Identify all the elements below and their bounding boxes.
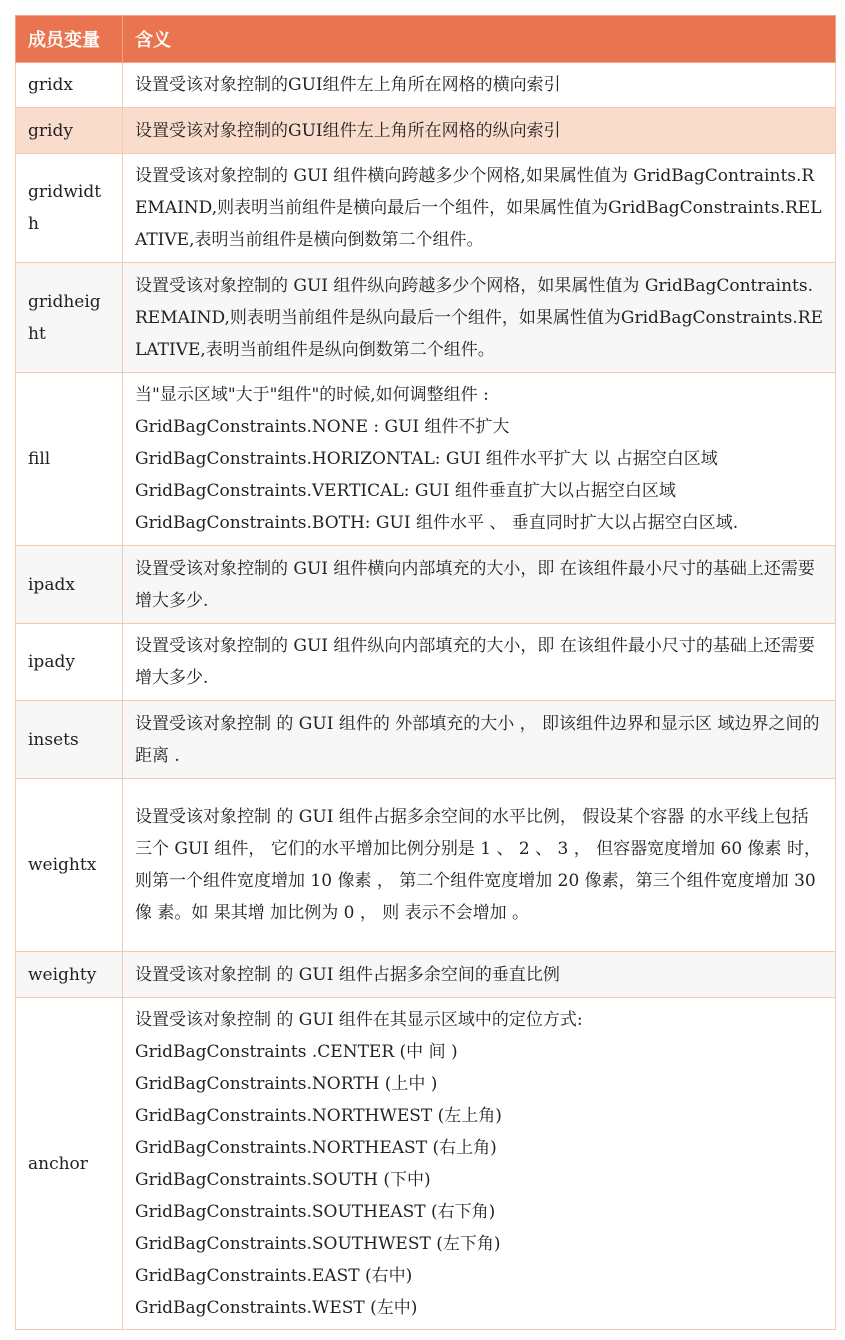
row-desc	[123, 263, 836, 373]
desc-line: 设置受该对象控制 的 GUI 组件占据多余空间的水平比例， 假设某个容器 的水平线上包括三个 GUI 组件， 它们的水平增加比例分别是 1 、 2 、 3 ， 但容器宽度增加 60 像素 时，则第一个组件宽度增加 10 像素 ， 第二个组件宽度增加 20 像素，第三个组件宽度增加 30 像 素。如 果其增 加比例为 0 ， 则 表示不会增加 。	[135, 807, 821, 923]
table-row	[16, 701, 836, 779]
desc-line: 当"显示区域"大于"组件"的时候,如何调整组件 :	[135, 385, 489, 405]
desc-line: GridBagConstraints.BOTH: GUI 组件水平 、 垂直同时扩大以占据空白区域.	[135, 513, 739, 533]
desc-line: GridBagConstraints.VERTICAL: GUI 组件垂直扩大以占据空白区域	[135, 481, 676, 501]
row-name: weightx	[16, 779, 123, 952]
header-member-variable: 成员变量	[16, 16, 123, 63]
row-name: ipadx	[16, 546, 123, 624]
table-row	[16, 63, 836, 108]
desc-line: GridBagConstraints.SOUTH (下中)	[135, 1169, 431, 1190]
table-header-row	[16, 16, 836, 63]
row-name: insets	[16, 701, 123, 779]
table-row	[16, 263, 836, 373]
row-desc	[123, 998, 836, 1330]
table-row	[16, 779, 836, 952]
row-name: ipady	[16, 624, 123, 701]
desc-line: 设置受该对象控制的GUI组件左上角所在网格的横向索引	[135, 75, 561, 95]
row-desc	[123, 154, 836, 263]
desc-line: 设置受该对象控制 的 GUI 组件的 外部填充的大小 ， 即该组件边界和显示区 域边界之间的 距离 .	[135, 713, 820, 766]
row-name: gridy	[16, 108, 123, 154]
desc-line: GridBagConstraints .CENTER (中 间 )	[135, 1041, 458, 1062]
desc-line: 设置受该对象控制的 GUI 组件横向内部填充的大小，即 在该组件最小尺寸的基础上还需要增大多少.	[135, 558, 815, 611]
desc-line: 设置受该对象控制的 GUI 组件纵向内部填充的大小，即 在该组件最小尺寸的基础上还需要增大多少.	[135, 636, 815, 688]
row-desc	[123, 779, 836, 952]
header-meaning: 含义	[123, 16, 836, 63]
desc-line: GridBagConstraints.NORTHEAST (右上角)	[135, 1137, 497, 1158]
row-name: weighty	[16, 952, 123, 998]
desc-line: 设置受该对象控制 的 GUI 组件在其显示区域中的定位方式:	[135, 1009, 583, 1030]
desc-line: 设置受该对象控制的 GUI 组件纵向跨越多少个网格，如果属性值为 GridBagContraints.REMAIND,则表明当前组件是纵向最后一个组件，如果属性值为GridBagConstraints.RELATIVE,表明当前组件是纵向倒数第二个组件。	[135, 275, 824, 360]
desc-line: GridBagConstraints.SOUTHWEST (左下角)	[135, 1233, 501, 1254]
table-row-highlighted	[16, 108, 836, 154]
desc-line: GridBagConstraints.SOUTHEAST (右下角)	[135, 1201, 496, 1222]
row-desc	[123, 373, 836, 546]
row-name: fill	[16, 373, 123, 546]
desc-line: GridBagConstraints.WEST (左中)	[135, 1297, 418, 1318]
row-name: gridheight	[16, 263, 123, 373]
desc-line: GridBagConstraints.HORIZONTAL: GUI 组件水平扩大 以 占据空白区域	[135, 449, 718, 469]
desc-line: 设置受该对象控制的GUI组件左上角所在网格的纵向索引	[135, 120, 561, 141]
row-name: gridx	[16, 63, 123, 108]
table-row	[16, 373, 836, 546]
table-row	[16, 546, 836, 624]
gridbagconstraints-table	[15, 15, 836, 1330]
desc-line: 设置受该对象控制的 GUI 组件横向跨越多少个网格,如果属性值为 GridBagContraints.REMAIND,则表明当前组件是横向最后一个组件，如果属性值为GridBagConstraints.RELATIVE,表明当前组件是横向倒数第二个组件。	[135, 166, 822, 250]
table-row	[16, 998, 836, 1330]
desc-line: GridBagConstraints.NORTHWEST (左上角)	[135, 1105, 502, 1126]
table-row	[16, 624, 836, 701]
desc-line: GridBagConstraints.EAST (右中)	[135, 1265, 413, 1286]
row-desc	[123, 108, 836, 154]
row-desc	[123, 701, 836, 779]
row-desc	[123, 624, 836, 701]
desc-line: GridBagConstraints.NONE : GUI 组件不扩大	[135, 417, 510, 437]
desc-line: 设置受该对象控制 的 GUI 组件占据多余空间的垂直比例	[135, 964, 560, 985]
row-desc	[123, 63, 836, 108]
row-name: anchor	[16, 998, 123, 1330]
table-row	[16, 154, 836, 263]
desc-line: GridBagConstraints.NORTH (上中 )	[135, 1073, 438, 1094]
row-desc	[123, 952, 836, 998]
table-row	[16, 952, 836, 998]
row-name: gridwidth	[16, 154, 123, 263]
row-desc	[123, 546, 836, 624]
